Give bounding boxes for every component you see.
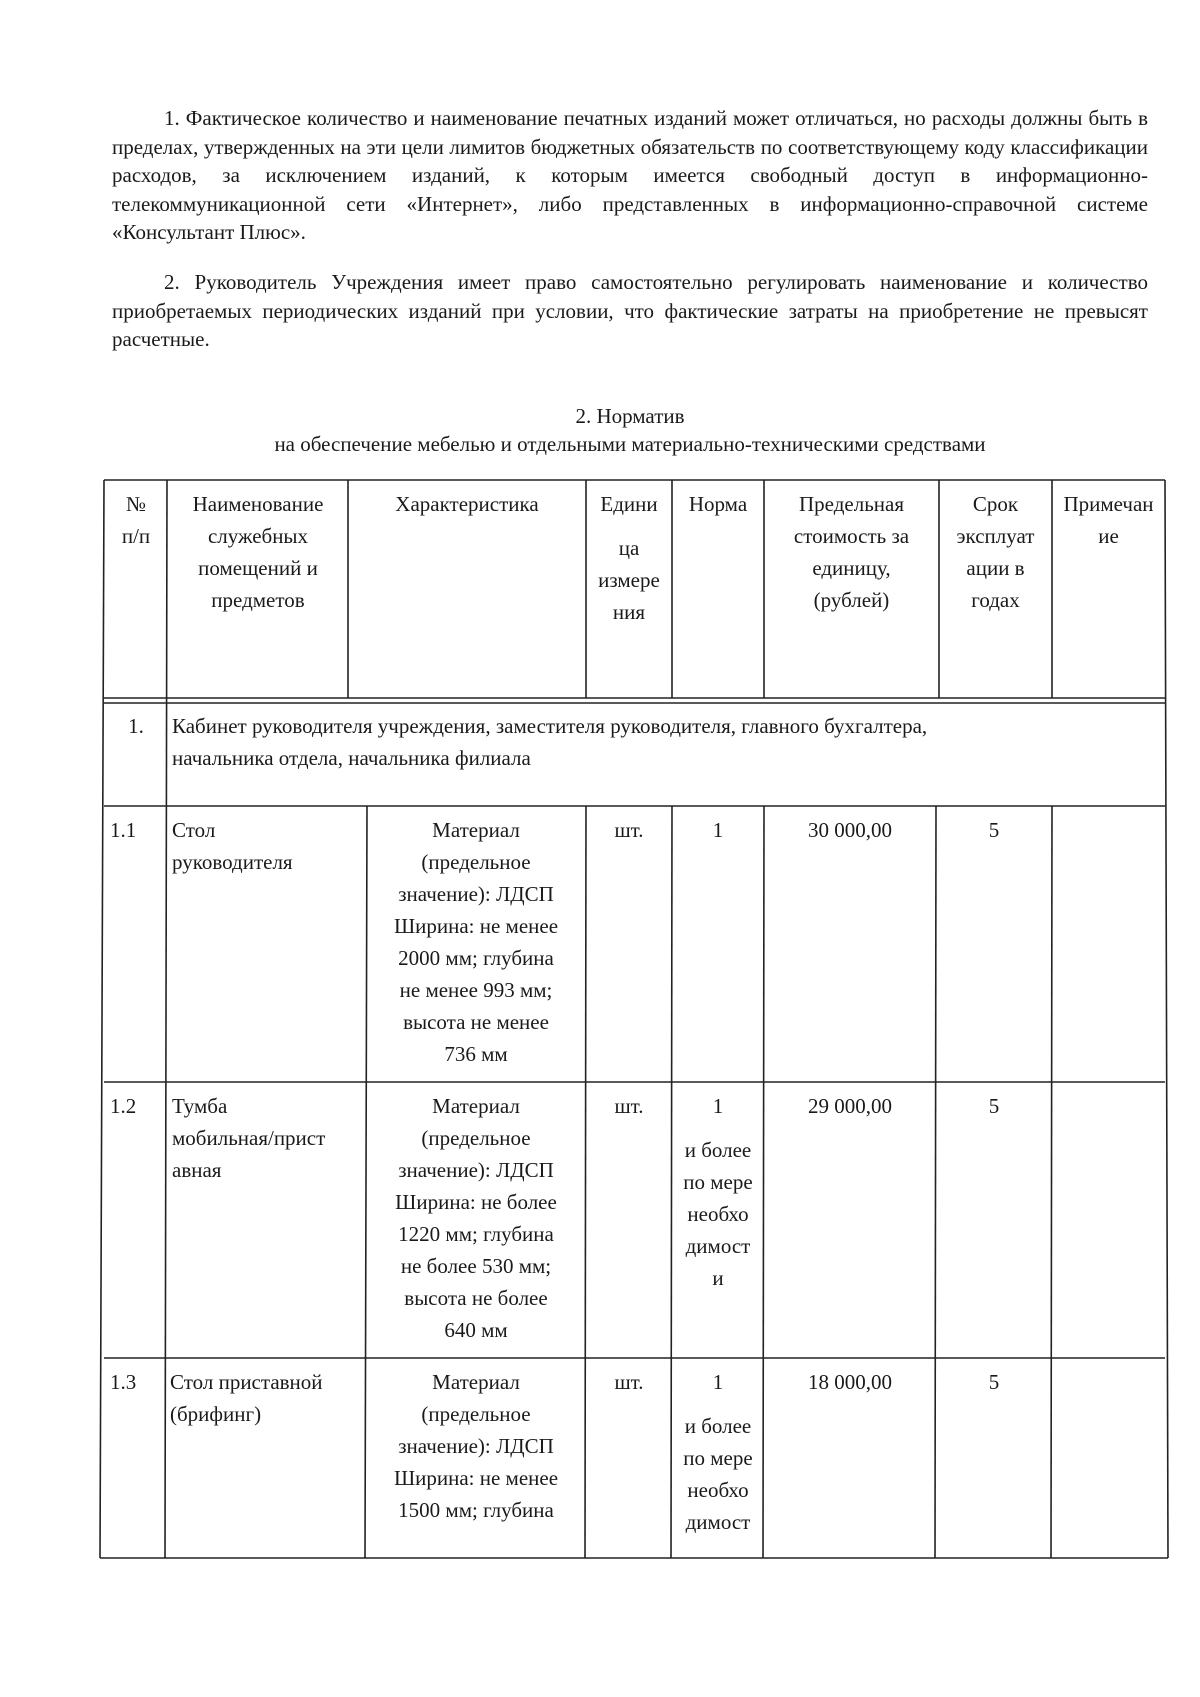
group-num: 1.: [128, 714, 144, 738]
table-row-price: 29 000,00: [808, 1094, 892, 1118]
group-title: Кабинет руководителя учреждения, заместителя руководителя, главного бухгалтера, начальника отдела, начальника филиала: [172, 714, 928, 770]
table-row-num: 1.1: [110, 818, 137, 842]
header-unit: Едини ца измере ния: [598, 492, 660, 624]
table-row-characteristic: Материал (предельное значение): ЛДСП Ширина: не менее 1500 мм; глубина: [393, 1370, 559, 1522]
table-row-term: 5: [988, 1370, 1000, 1394]
table-row-num: 1.3: [110, 1370, 137, 1394]
table-row-unit: шт.: [614, 1370, 644, 1394]
paragraph-1: 1. Фактическое количество и наименование печатных изданий может отличаться, но расходы должны быть в пределах, утвержденных на эти цели лимитов бюджетных обязательств по соответствующему коду классификации расходов, за исключением изданий, к которым имеется свободный доступ в информационно-телекоммуникационной сети «Интернет», либо представленных в информационно-справочной системе «Консультант Плюс».: [112, 106, 1148, 244]
paragraph-2: 2. Руководитель Учреждения имеет право самостоятельно регулировать наименование и количество приобретаемых периодических изданий при условии, что фактические затраты на приобретение не превысят расчетные.: [112, 270, 1148, 351]
section-subtitle: на обеспечение мебелью и отдельными материально-техническими средствами: [274, 432, 986, 456]
table-row-term: 5: [988, 1094, 1000, 1118]
header-characteristic: Характеристика: [395, 492, 539, 516]
header-norm: Норма: [688, 492, 748, 516]
table-row-price: 30 000,00: [808, 818, 892, 842]
header-term: Срок эксплуат ации в годах: [956, 492, 1035, 612]
table-row-characteristic: Материал (предельное значение): ЛДСП Ширина: не менее 2000 мм; глубина не менее 993 мм; высота не менее 736 мм: [393, 818, 559, 1066]
table-row-unit: шт.: [614, 1094, 644, 1118]
table-row-price: 18 000,00: [808, 1370, 892, 1394]
header-num: № п/п: [121, 492, 151, 548]
header-price: Предельная стоимость за единицу, (рублей): [793, 492, 910, 612]
section-title: 2. Норматив: [575, 404, 685, 428]
table-row-name: Стол приставной (брифинг): [170, 1370, 323, 1426]
table-row-unit: шт.: [614, 818, 644, 842]
table-row-norm: 1: [712, 818, 724, 842]
table-row-characteristic: Материал (предельное значение): ЛДСП Ширина: не более 1220 мм; глубина не более 530 мм; высота не более 640 мм: [395, 1094, 557, 1342]
table-row-name: Стол руководителя: [172, 818, 293, 874]
table-row-term: 5: [988, 818, 1000, 842]
table-row-num: 1.2: [110, 1094, 137, 1118]
table-row-norm: 1 и более по мере необхо димост: [683, 1370, 753, 1534]
header-name: Наименование служебных помещений и предметов: [192, 492, 324, 612]
table-row-norm: 1 и более по мере необхо димост и: [683, 1094, 753, 1290]
header-note: Примечан ие: [1063, 492, 1154, 548]
table-row-name: Тумба мобильная/прист авная: [172, 1094, 326, 1182]
